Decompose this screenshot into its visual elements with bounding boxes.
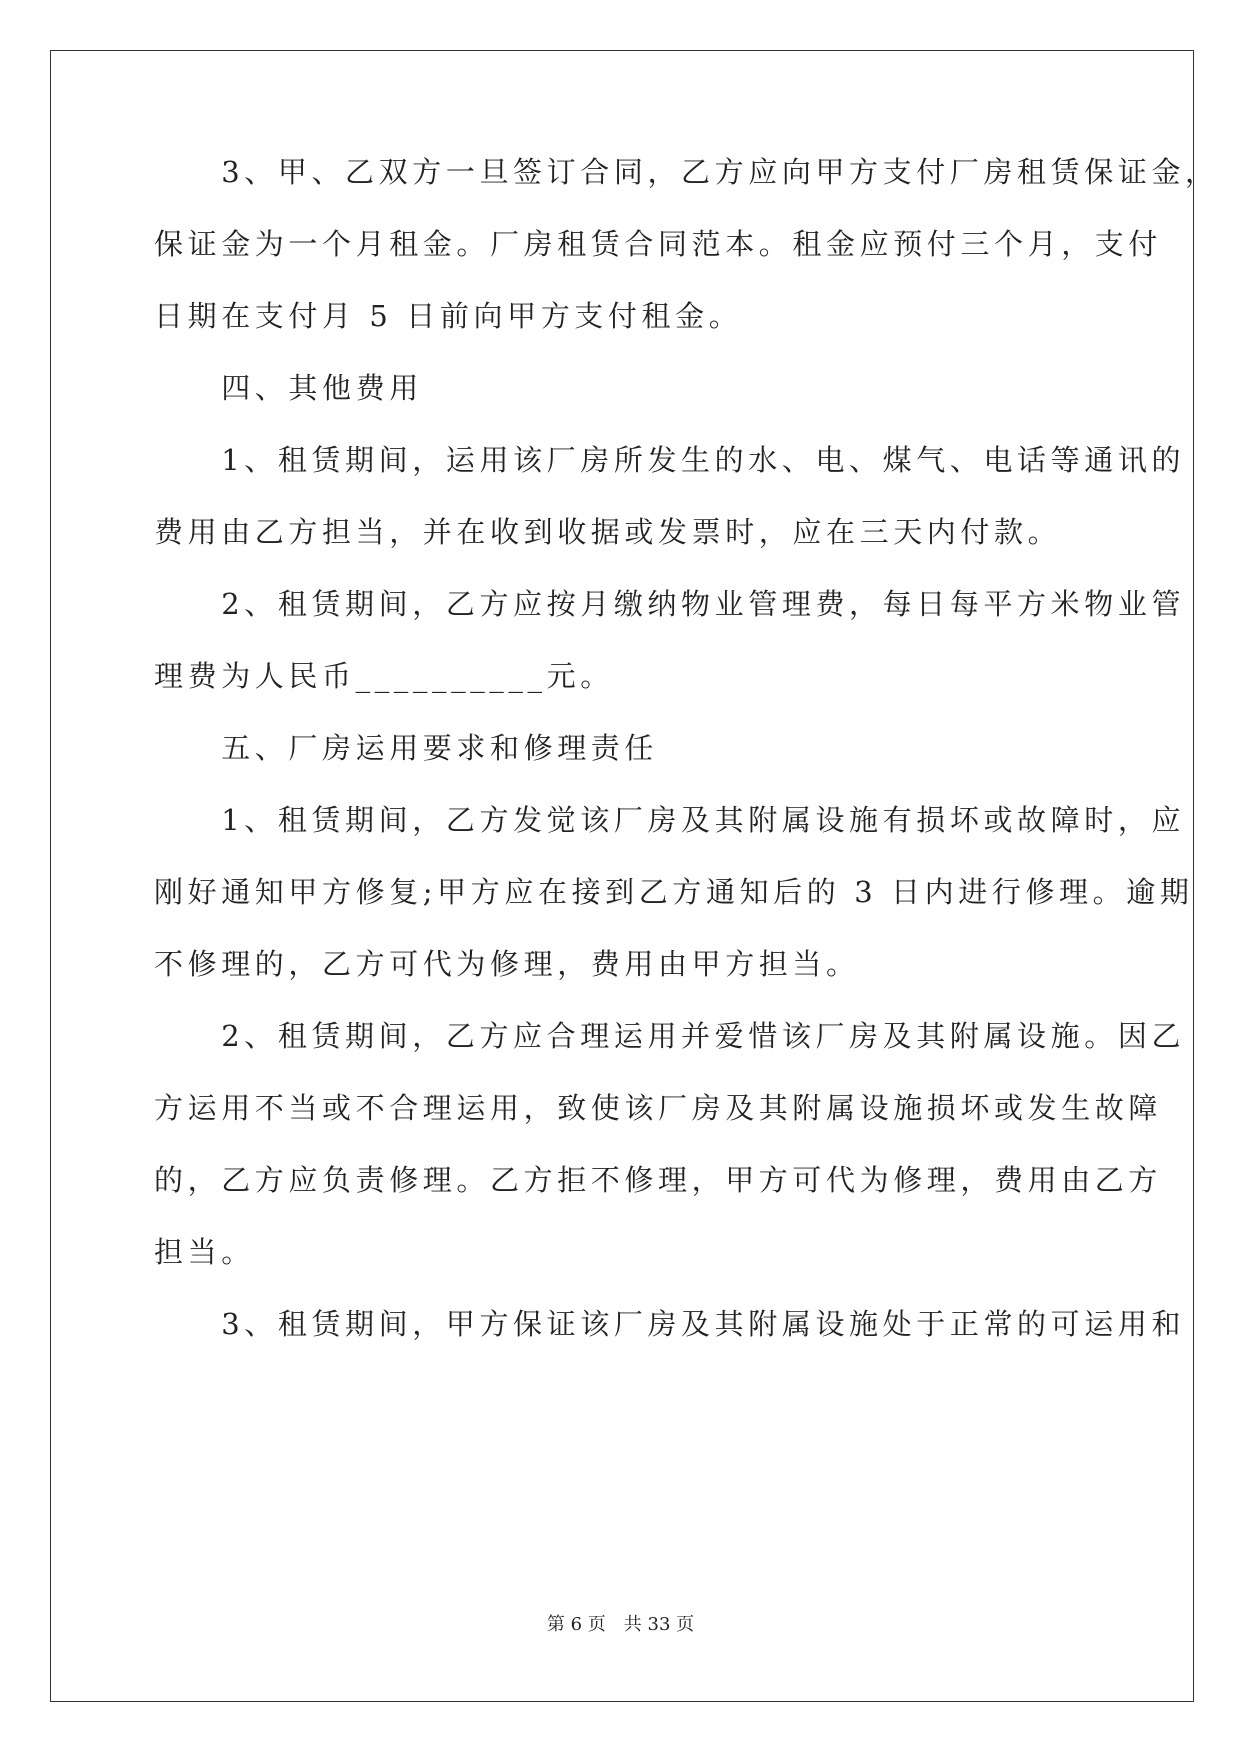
section-heading: 五、厂房运用要求和修理责任	[154, 731, 659, 765]
text-line: 3、租赁期间，甲方保证该厂房及其附属设施处于正常的可运用和	[154, 1307, 1186, 1341]
text-line: 日期在支付月 5 日前向甲方支付租金。	[154, 299, 743, 333]
text-line: 1、租赁期间，乙方发觉该厂房及其附属设施有损坏或故障时，应	[154, 803, 1186, 837]
text-line: 的，乙方应负责修理。乙方拒不修理，甲方可代为修理，费用由乙方	[154, 1163, 1163, 1197]
page-number: 第 6 页 共 33 页	[546, 1614, 695, 1635]
text-line: 1、租赁期间，运用该厂房所发生的水、电、煤气、电话等通讯的	[154, 443, 1186, 477]
section-heading: 四、其他费用	[154, 371, 423, 405]
text-line: 保证金为一个月租金。厂房租赁合同范本。租金应预付三个月，支付	[154, 227, 1163, 261]
text-line: 方运用不当或不合理运用，致使该厂房及其附属设施损坏或发生故障	[154, 1091, 1163, 1125]
text-line: 2、租赁期间，乙方应合理运用并爱惜该厂房及其附属设施。因乙	[154, 1019, 1186, 1053]
text-line: 担当。	[154, 1235, 255, 1269]
text-line: 刚好通知甲方修复;甲方应在接到乙方通知后的 3 日内进行修理。逾期	[154, 875, 1194, 909]
text-line: 不修理的，乙方可代为修理，费用由甲方担当。	[154, 947, 860, 981]
text-line: 2、租赁期间，乙方应按月缴纳物业管理费，每日每平方米物业管	[154, 587, 1186, 621]
text-line: 3、甲、乙双方一旦签订合同，乙方应向甲方支付厂房租赁保证金，	[154, 155, 1219, 189]
text-line: 理费为人民币__________元。	[154, 659, 614, 693]
text-line: 费用由乙方担当，并在收到收据或发票时，应在三天内付款。	[154, 515, 1062, 549]
